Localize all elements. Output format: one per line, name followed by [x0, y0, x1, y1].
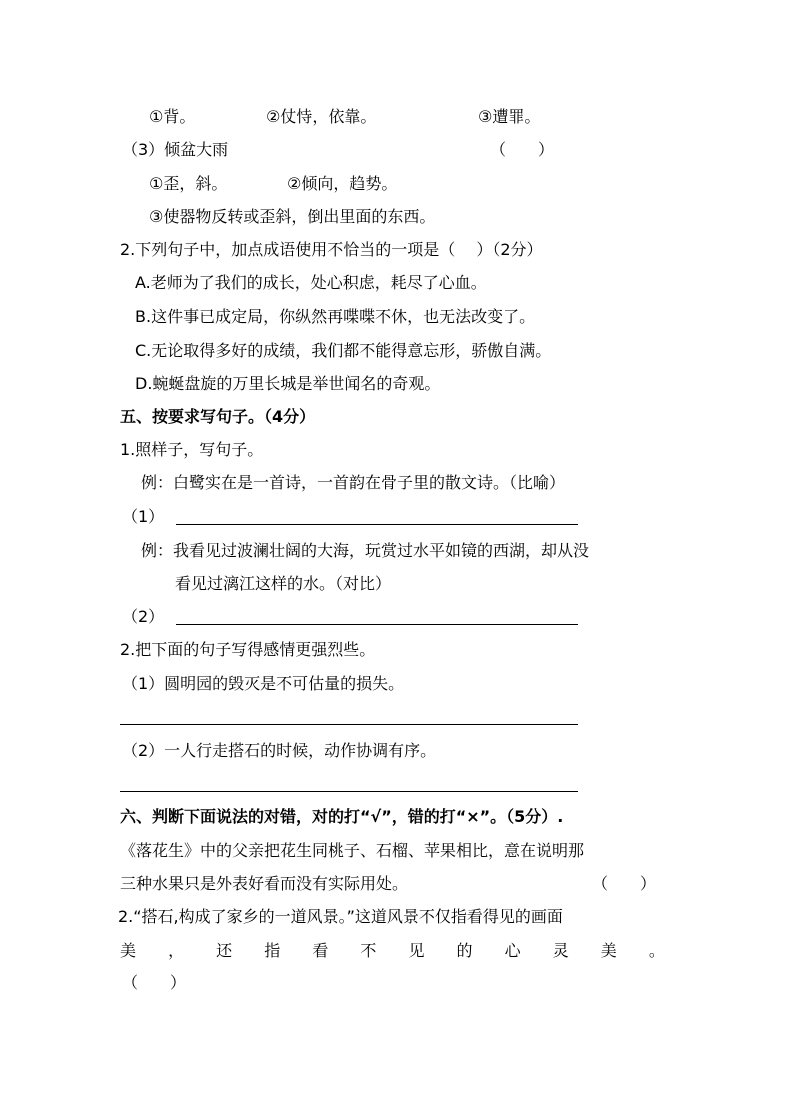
statement-2: 2.“搭石,构成了家乡的一道风景。”这道风景不仅指看得见的画面: [118, 907, 563, 926]
example-sentence-cont: 看见过漓江这样的水。（对比）: [175, 574, 392, 593]
char: 的: [456, 941, 473, 960]
example-sentence: 例：白鹭实在是一首诗，一首韵在骨子里的散文诗。（比喻）: [141, 473, 566, 492]
answer-line[interactable]: [176, 524, 578, 525]
char: 见: [408, 941, 425, 960]
option-c: C.无论取得多好的成绩，我们都不能得意忘形，骄傲自满。: [135, 341, 552, 360]
option-3: ③使器物反转或歪斜，倒出里面的东西。: [149, 207, 436, 226]
answer-paren: （ ）: [490, 140, 555, 159]
char: 还: [216, 941, 233, 960]
question-stem: 2.把下面的句子写得感情更强烈些。: [120, 640, 376, 659]
answer-paren[interactable]: （ ）: [592, 874, 657, 893]
question-item: （1）圆明园的毁灭是不可估量的损失。: [122, 674, 405, 693]
statement-2-cont: [120, 940, 665, 962]
option-1: ①背。: [149, 107, 196, 126]
option-2: ②仗恃，依靠。: [266, 107, 377, 126]
char: 美: [120, 941, 137, 960]
answer-line[interactable]: [120, 724, 578, 725]
option-b: B.这件事已成定局，你纵然再喋喋不休，也无法改变了。: [135, 307, 536, 326]
option-a: A.老师为了我们的成长，处心积虑，耗尽了心血。: [135, 273, 487, 292]
answer-line[interactable]: [120, 791, 578, 792]
option-3: ③遭罪。: [478, 107, 541, 126]
question-stem: 1.照样子，写句子。: [120, 440, 264, 459]
char: 指: [264, 941, 281, 960]
statement-1: 《落花生》中的父亲把花生同桃子、石榴、苹果相比，意在说明那: [120, 841, 585, 860]
section-heading: 五、按要求写句子。（4分）: [120, 407, 316, 426]
section-heading: 六、判断下面说法的对错，对的打“√”，错的打“×”。（5分）.: [120, 807, 564, 826]
question-item-3: （3）倾盆大雨: [122, 140, 229, 159]
answer-label: （1）: [122, 507, 165, 526]
char: 美: [600, 941, 617, 960]
answer-paren[interactable]: （ ）: [122, 973, 187, 992]
char: 看: [312, 941, 329, 960]
statement-1-cont: 三种水果只是外表好看而没有实际用处。: [120, 874, 409, 893]
char: 心: [504, 941, 521, 960]
question-stem: 2.下列句子中，加点成语使用不恰当的一项是（ ）（2分）: [120, 240, 543, 259]
option-d: D.蜿蜒盘旋的万里长城是举世闻名的奇观。: [135, 374, 441, 393]
char: 。: [648, 941, 665, 960]
char: ，: [168, 941, 185, 960]
char: 灵: [552, 941, 569, 960]
option-1: ①歪，斜。: [149, 174, 228, 193]
answer-line[interactable]: [176, 624, 578, 625]
question-item: （2）一人行走搭石的时候，动作协调有序。: [122, 741, 437, 760]
example-sentence: 例：我看见过波澜壮阔的大海，玩赏过水平如镜的西湖，却从没: [141, 541, 590, 560]
answer-label: （2）: [122, 607, 165, 626]
option-2: ②倾向，趋势。: [287, 174, 398, 193]
char: 不: [360, 941, 377, 960]
